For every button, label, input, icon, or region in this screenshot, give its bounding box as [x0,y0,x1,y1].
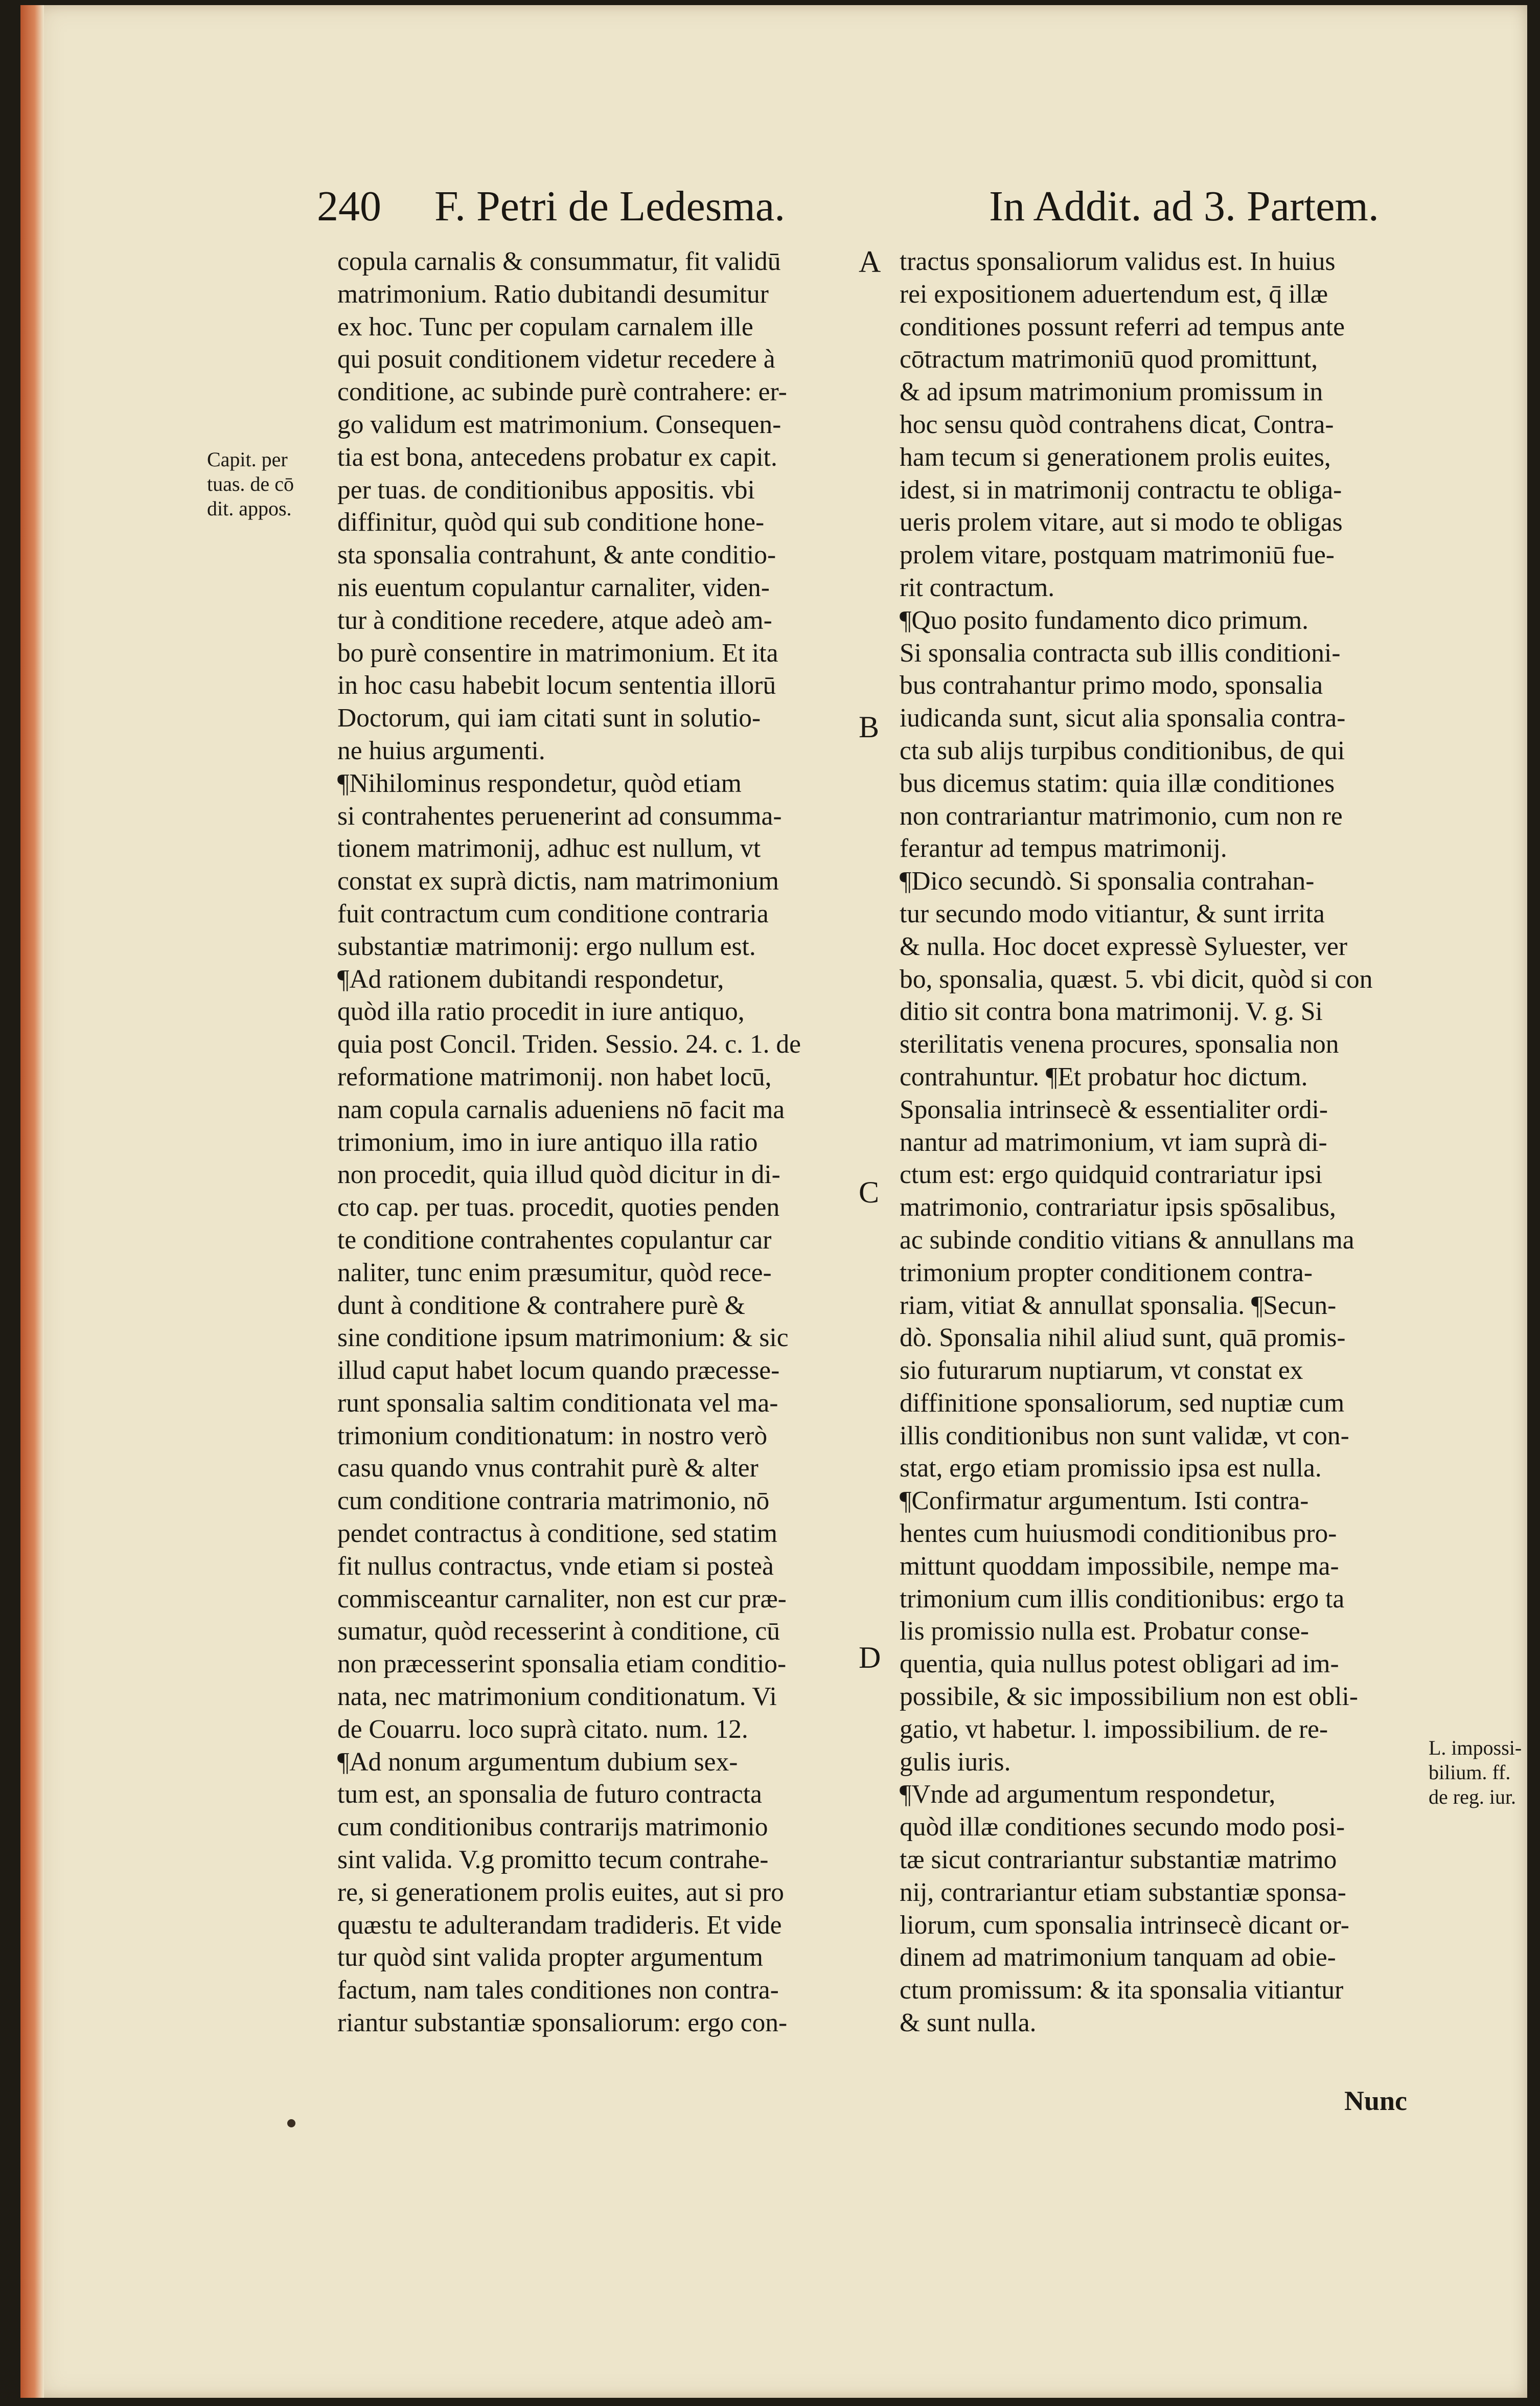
text-line: sterilitatis venena procures, sponsalia non [900,1030,1339,1059]
text-line: qui posuit conditionem videtur recedere à [337,345,775,374]
text-line: dò. Sponsalia nihil aliud sunt, quā promis- [900,1323,1346,1353]
text-line: copula carnalis & consummatur, fit validū [337,247,781,276]
text-line: fuit contractum cum conditione contraria [337,899,769,928]
text-line: nantur ad matrimonium, vt iam suprà di- [900,1127,1327,1157]
text-line: nij, contrariantur etiam substantiæ sponsa- [900,1877,1346,1907]
text-line: cta sub alijs turpibus conditionibus, de qui [900,736,1345,765]
margin-note-line: tuas. de cō [207,472,294,495]
text-line: quentia, quia nullus potest obligari ad im- [900,1649,1339,1679]
text-line: illis conditionibus non sunt validæ, vt con- [900,1421,1349,1450]
text-line: reformatione matrimonij. non habet locū, [337,1062,772,1092]
text-line: Si sponsalia contracta sub illis conditioni- [900,638,1341,668]
text-line: cōtractum matrimoniū quod promittunt, [900,345,1318,374]
section-letter-d: D [859,1641,881,1674]
text-line: nis euentum copulantur carnaliter, viden- [337,573,770,602]
text-line: runt sponsalia saltim conditionata vel ma- [337,1388,778,1418]
text-line: dinem ad matrimonium tanquam ad obie- [900,1943,1336,1972]
text-line: tia est bona, antecedens probatur ex capit. [337,442,777,472]
text-line: ac subinde conditio vitians & annullans ma [900,1225,1354,1255]
text-line: conditiones possunt referri ad tempus ante [900,312,1345,342]
book-page [20,5,1527,2398]
text-line: casu quando vnus contrahit purè & alter [337,1454,758,1483]
text-line: ueris prolem vitare, aut si modo te obligas [900,508,1343,537]
text-line: sine conditione ipsum matrimonium: & sic [337,1323,789,1353]
text-line: prolem vitare, postquam matrimoniū fue- [900,540,1335,570]
text-line: tractus sponsaliorum validus est. In huius [900,247,1336,276]
text-line: cto cap. per tuas. procedit, quoties penden [337,1193,780,1222]
text-line: rei expositionem aduertendum est, q̄ illæ [900,279,1328,309]
text-line: ctum est: ergo quidquid contrariatur ipsi [900,1160,1323,1190]
text-line: & sunt nulla. [900,2008,1037,2038]
text-line: quòd illa ratio procedit in iure antiquo, [337,997,745,1027]
text-line: conditione, ac subinde purè contrahere: er- [337,377,787,407]
text-line: tæ sicut contrariantur substantiæ matrimo [900,1845,1337,1875]
text-line: in hoc casu habebit locum sententia illorū [337,671,776,700]
text-line: contrahuntur. ¶Et probatur hoc dictum. [900,1062,1308,1092]
text-line: ex hoc. Tunc per copulam carnalem ille [337,312,753,342]
text-line: pendet contractus à conditione, sed statim [337,1519,777,1549]
section-letter-c: C [859,1175,880,1209]
text-line: naliter, tunc enim præsumitur, quòd rece- [337,1258,772,1287]
text-line: re, si generationem prolis euites, aut si pro [337,1877,784,1907]
text-line: tum est, an sponsalia de futuro contracta [337,1780,762,1809]
text-line: nam copula carnalis adueniens nō facit ma [337,1095,785,1124]
margin-note-line: de reg. iur. [1429,1785,1516,1808]
page-edge [20,5,44,2398]
margin-note-line: bilium. ff. [1429,1761,1511,1784]
text-line: quòd illæ conditiones secundo modo posi- [900,1812,1345,1842]
text-line: liorum, cum sponsalia intrinsecè dicant or- [900,1910,1349,1940]
text-line: ctum promissum: & ita sponsalia vitiantur [900,1976,1344,2005]
text-line: mittunt quoddam impossibile, nempe ma- [900,1551,1339,1581]
text-line: ¶Confirmatur argumentum. Isti contra- [900,1486,1309,1516]
text-line: te conditione contrahentes copulantur car [337,1225,772,1255]
text-line: stat, ergo etiam promissio ipsa est nulla. [900,1454,1322,1483]
text-line: ditio sit contra bona matrimonij. V. g. Si [900,997,1323,1027]
text-line: gatio, vt habetur. l. impossibilium. de re- [900,1714,1328,1744]
text-line: ham tecum si generationem prolis euites, [900,442,1331,472]
text-line: fit nullus contractus, vnde etiam si posteà [337,1551,774,1581]
text-line: tur secundo modo vitiantur, & sunt irrita [900,899,1325,928]
section-letter-a: A [859,245,881,279]
text-line: quæstu te adulterandam tradideris. Et vide [337,1910,782,1940]
right-margin-note [1429,1736,1522,1809]
text-line: dunt à conditione & contrahere purè & [337,1290,745,1320]
text-line: riantur substantiæ sponsaliorum: ergo con- [337,2008,788,2038]
text-line: sint valida. V.g promitto tecum contrahe- [337,1845,769,1875]
text-line: bus dicemus statim: quia illæ conditiones [900,768,1335,798]
text-line: constat ex suprà dictis, nam matrimonium [337,867,779,896]
text-line: sta sponsalia contrahunt, & ante conditio- [337,540,776,570]
right-text-column [900,245,1441,2039]
text-line: ¶Quo posito fundamento dico primum. [900,605,1309,635]
text-line: tur à conditione recedere, atque adeò am- [337,605,772,635]
text-line: factum, nam tales conditiones non contra- [337,1976,779,2005]
text-line: hoc sensu quòd contrahens dicat, Contra- [900,410,1334,439]
text-line: hentes cum huiusmodi conditionibus pro- [900,1519,1337,1549]
text-line: trimonium, imo in iure antiquo illa ratio [337,1127,758,1157]
running-head-section: In Addit. ad 3. Partem. [989,183,1379,230]
text-line: possibile, & sic impossibilium non est obli- [900,1682,1358,1712]
text-line: illud caput habet locum quando præcesse- [337,1356,780,1386]
text-line: quia post Concil. Triden. Sessio. 24. c. 1. de [337,1030,801,1059]
text-line: ¶Ad nonum argumentum dubium sex- [337,1747,738,1777]
text-line: ne huius argumenti. [337,736,545,765]
text-line: non procedit, quia illud quòd dicitur in di- [337,1160,780,1190]
text-line: cum conditione contraria matrimonio, nō [337,1486,770,1516]
text-line: Doctorum, qui iam citati sunt in solutio- [337,703,761,733]
text-line: non contrariantur matrimonio, cum non re [900,801,1343,831]
section-letter-b: B [859,710,880,744]
text-line: sumatur, quòd recesserint à conditione, cū [337,1617,780,1646]
text-line: go validum est matrimonium. Consequen- [337,410,782,439]
text-line: tur quòd sint valida propter argumentum [337,1943,763,1972]
text-line: ferantur ad tempus matrimonij. [900,834,1227,864]
running-head-author: F. Petri de Ledesma. [434,183,786,230]
text-line: trimonium propter conditionem contra- [900,1258,1313,1287]
text-line: sio futurarum nuptiarum, vt constat ex [900,1356,1303,1386]
catchword: Nunc [1344,2085,1408,2116]
text-line: Sponsalia intrinsecè & essentialiter ordi- [900,1095,1328,1124]
text-line: rit contractum. [900,573,1055,602]
text-line: nata, nec matrimonium conditionatum. Vi [337,1682,777,1712]
text-line: gulis iuris. [900,1747,1011,1777]
left-margin-note [207,447,294,521]
ink-spot [287,2119,295,2127]
text-line: lis promissio nulla est. Probatur conse- [900,1617,1309,1646]
text-line: & ad ipsum matrimonium promissum in [900,377,1323,407]
text-line: per tuas. de conditionibus appositis. vbi [337,475,755,505]
text-line: si contrahentes peruenerint ad consumma- [337,801,782,831]
text-line: matrimonium. Ratio dubitandi desumitur [337,279,769,309]
text-line: matrimonio, contrariatur ipsis spōsalibus, [900,1193,1336,1222]
margin-note-line: L. impossi- [1429,1736,1522,1759]
text-line: bo, sponsalia, quæst. 5. vbi dicit, quòd si con [900,964,1373,994]
text-line: bo purè consentire in matrimonium. Et ita [337,638,778,668]
text-line: trimonium conditionatum: in nostro verò [337,1421,768,1450]
text-line: iudicanda sunt, sicut alia sponsalia contra- [900,703,1346,733]
text-line: tionem matrimonij, adhuc est nullum, vt [337,834,761,864]
margin-note-line: Capit. per [207,448,288,471]
text-line: cum conditionibus contrarijs matrimonio [337,1812,768,1842]
text-line: substantiæ matrimonij: ergo nullum est. [337,932,756,961]
text-line: trimonium cum illis conditionibus: ergo ta [900,1584,1345,1614]
margin-note-line: dit. appos. [207,497,292,520]
text-line: diffinitione sponsaliorum, sed nuptiæ cum [900,1388,1345,1418]
text-line: & nulla. Hoc docet expressè Syluester, ver [900,932,1348,961]
text-line: ¶Dico secundò. Si sponsalia contrahan- [900,867,1315,896]
page-number: 240 [317,183,381,230]
text-line: diffinitur, quòd qui sub conditione hone- [337,508,765,537]
text-line: ¶Vnde ad argumentum respondetur, [900,1780,1276,1809]
text-line: ¶Ad rationem dubitandi respondetur, [337,964,724,994]
text-line: non præcesserint sponsalia etiam conditio- [337,1649,787,1679]
text-line: riam, vitiat & annullat sponsalia. ¶Secun- [900,1290,1337,1320]
text-line: de Couarru. loco suprà citato. num. 12. [337,1714,748,1744]
text-line: ¶Nihilominus respondetur, quòd etiam [337,768,742,798]
text-line: idest, si in matrimonij contractu te obliga- [900,475,1342,505]
text-line: commisceantur carnaliter, non est cur præ- [337,1584,787,1614]
text-line: bus contrahantur primo modo, sponsalia [900,671,1323,700]
left-text-column [337,245,879,2039]
